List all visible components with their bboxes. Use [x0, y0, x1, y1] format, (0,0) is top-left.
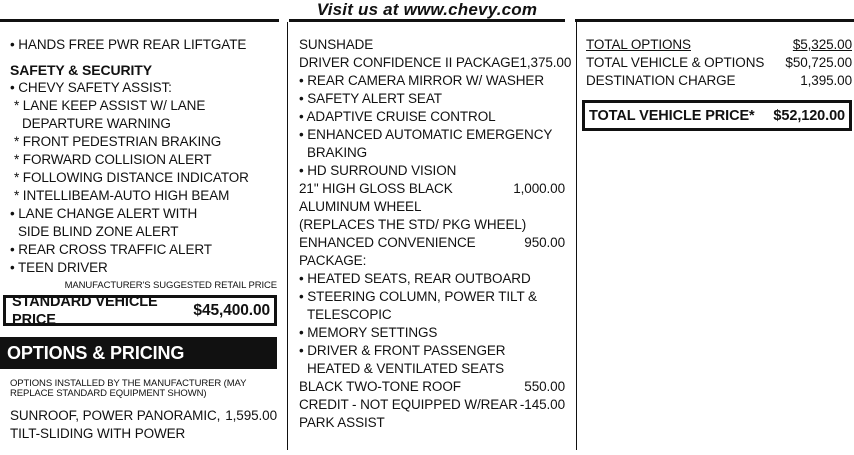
- option-line: [299, 72, 565, 90]
- header-rule-right: [575, 19, 854, 22]
- list-item: * FOLLOWING DISTANCE INDICATOR: [14, 170, 249, 185]
- destination-label: DESTINATION CHARGE: [586, 73, 736, 88]
- option-price: 950.00: [524, 235, 565, 250]
- destination-row: [586, 72, 852, 90]
- sunroof-line-1: SUNROOF, POWER PANORAMIC,: [10, 408, 221, 423]
- option-text: BLACK TWO-TONE ROOF: [299, 379, 461, 394]
- option-text: HEATED & VENTILATED SEATS: [307, 361, 505, 376]
- list-item: * FRONT PEDESTRIAN BRAKING: [14, 134, 222, 149]
- standard-price-amount: $45,400.00: [193, 301, 270, 319]
- option-text: PACKAGE:: [299, 253, 367, 268]
- option-line: [299, 360, 565, 378]
- msrp-label: MANUFACTURER'S SUGGESTED RETAIL PRICE: [64, 280, 277, 291]
- list-item: • CHEVY SAFETY ASSIST:: [10, 80, 172, 95]
- option-price: 1,375.00: [519, 55, 572, 70]
- option-line: [299, 216, 565, 234]
- option-line: [299, 180, 565, 198]
- total-vehicle-options-amount: $50,725.00: [785, 55, 852, 70]
- header-rule-left: [0, 19, 279, 22]
- sunroof-option: [10, 407, 277, 443]
- list-item: • REAR CROSS TRAFFIC ALERT: [10, 242, 212, 257]
- column-divider-right: [576, 22, 577, 450]
- options-heading-bar: OPTIONS & PRICING: [0, 337, 277, 369]
- option-text: • DRIVER & FRONT PASSENGER: [299, 343, 506, 358]
- list-item: • LANE CHANGE ALERT WITH: [10, 206, 198, 221]
- option-line: [299, 396, 565, 414]
- standard-equipment-column: [7, 36, 277, 443]
- option-text: PARK ASSIST: [299, 415, 385, 430]
- list-item: SIDE BLIND ZONE ALERT: [18, 224, 179, 239]
- window-sticker-header: Visit us at www.chevy.com: [316, 0, 538, 19]
- option-line: [299, 324, 565, 342]
- option-line: [299, 126, 565, 144]
- safety-list: [10, 79, 277, 277]
- option-line: [299, 162, 565, 180]
- option-line: [299, 270, 565, 288]
- sunroof-price: 1,595.00: [225, 408, 277, 423]
- total-vehicle-price-box: [582, 100, 852, 131]
- option-price: 1,000.00: [513, 181, 565, 196]
- option-text: • ADAPTIVE CRUISE CONTROL: [299, 109, 496, 124]
- safety-heading: SAFETY & SECURITY: [10, 62, 152, 78]
- option-line: [299, 108, 565, 126]
- option-text: (REPLACES THE STD/ PKG WHEEL): [299, 217, 527, 232]
- option-line: [299, 414, 565, 432]
- option-text: DRIVER CONFIDENCE II PACKAGE: [299, 55, 520, 70]
- option-text: • SAFETY ALERT SEAT: [299, 91, 442, 106]
- total-vehicle-options-row: [586, 54, 852, 72]
- sunroof-line-2: TILT-SLIDING WITH POWER: [10, 426, 186, 441]
- totals-column: [586, 36, 852, 131]
- option-text: • HEATED SEATS, REAR OUTBOARD: [299, 271, 531, 286]
- option-text: BRAKING: [307, 145, 368, 160]
- option-line: [299, 90, 565, 108]
- total-options-row: [586, 36, 852, 54]
- option-text: SUNSHADE: [299, 37, 374, 52]
- option-text: • MEMORY SETTINGS: [299, 325, 438, 340]
- total-vehicle-price-amount: $52,120.00: [773, 107, 845, 124]
- option-text: ALUMINUM WHEEL: [299, 199, 422, 214]
- options-column: [299, 36, 572, 432]
- option-line: [299, 288, 565, 306]
- option-text: CREDIT - NOT EQUIPPED W/REAR: [299, 397, 518, 412]
- option-line: [299, 144, 565, 162]
- option-text: ENHANCED CONVENIENCE: [299, 235, 476, 250]
- total-options-amount: $5,325.00: [792, 37, 852, 52]
- option-line: [299, 198, 565, 216]
- option-line: [299, 54, 572, 72]
- liftgate-item: • HANDS FREE PWR REAR LIFTGATE: [10, 37, 247, 52]
- option-text: TELESCOPIC: [307, 307, 392, 322]
- total-vehicle-price-label: TOTAL VEHICLE PRICE*: [589, 107, 755, 124]
- list-item: * LANE KEEP ASSIST W/ LANE: [14, 98, 206, 113]
- total-options-label: TOTAL OPTIONS: [586, 37, 691, 52]
- standard-price-box: [3, 295, 277, 326]
- standard-price-label: STANDARD VEHICLE PRICE: [12, 293, 158, 328]
- option-line: [299, 306, 565, 324]
- header-rule-middle: [289, 19, 565, 22]
- option-price: -145.00: [519, 397, 565, 412]
- option-line: [299, 252, 565, 270]
- option-text: • REAR CAMERA MIRROR W/ WASHER: [299, 73, 544, 88]
- list-item: • TEEN DRIVER: [10, 260, 108, 275]
- option-price: 550.00: [524, 379, 565, 394]
- option-text: • ENHANCED AUTOMATIC EMERGENCY: [299, 127, 553, 142]
- total-vehicle-options-label: TOTAL VEHICLE & OPTIONS: [586, 55, 765, 70]
- option-line: [299, 378, 565, 396]
- list-item: * INTELLIBEAM-AUTO HIGH BEAM: [14, 188, 230, 203]
- destination-amount: 1,395.00: [800, 73, 852, 88]
- column-divider-left: [287, 22, 288, 450]
- list-item: DEPARTURE WARNING: [22, 116, 171, 131]
- option-line: [299, 342, 565, 360]
- option-line: [299, 36, 565, 54]
- list-item: * FORWARD COLLISION ALERT: [14, 152, 212, 167]
- option-text: 21" HIGH GLOSS BLACK: [299, 181, 453, 196]
- option-line: [299, 234, 565, 252]
- option-text: • HD SURROUND VISION: [299, 163, 457, 178]
- option-text: • STEERING COLUMN, POWER TILT &: [299, 289, 537, 304]
- options-note: OPTIONS INSTALLED BY THE MANUFACTURER (MAY REPLACE STANDARD EQUIPMENT SHOWN): [10, 378, 247, 399]
